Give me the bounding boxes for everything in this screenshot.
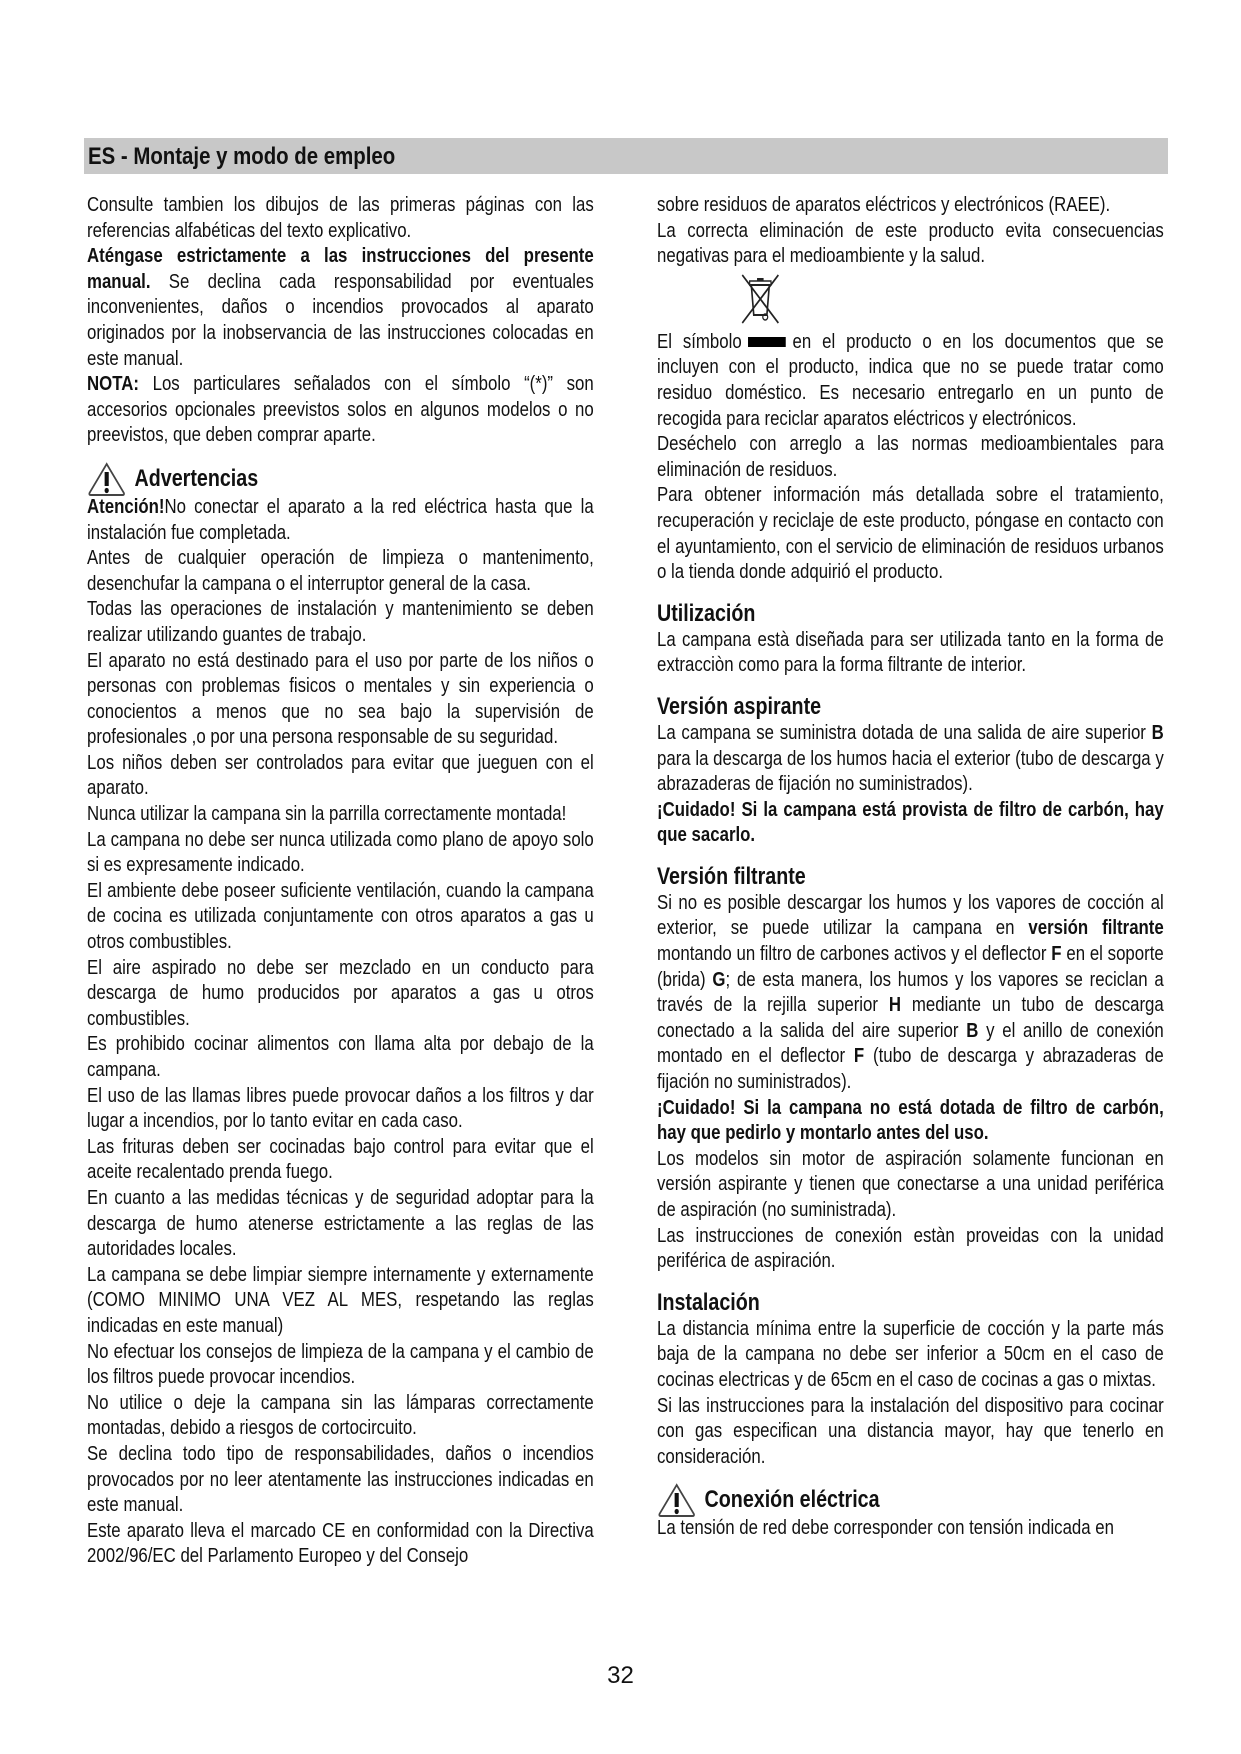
text: El uso de las llamas libres puede provocar daños a los filtros y dar lugar a incendios, por lo tanto evitar en cada caso. [87,1083,594,1133]
paragraph [87,1031,594,1082]
text-content [657,483,1164,583]
text: No conectar el aparato a la red eléctrica hasta que la instalación fue completada. [87,494,594,544]
text-content [657,1394,1164,1468]
paragraph [657,431,1164,482]
text: El símbolo [657,329,742,353]
text-content [657,798,1164,847]
paragraph [87,1262,594,1339]
text: Todas las operaciones de instalación y mantenimiento se deben realizar utilizando guantes de trabajo. [87,597,594,646]
text: El aparato no está destinado para el uso por parte de los niños o personas con problemas fisicos o mentales y sin experiencia o conocientos a menos que no sea bajo la supervisión de profesionales ,o por una persona responsable de su seguridad. [87,648,594,749]
paragraph [657,797,1164,848]
text-content [87,1340,594,1389]
text: Consulte tambien los dibujos de las primeras páginas con las referencias alfabéticas del texto explicativo. [87,193,594,242]
bold-text: G [712,967,726,991]
text-content [87,244,594,369]
text: No utilice o deje la campana sin las lámparas correctamente montadas, debido a riesgos de cortocircuito. [87,1390,594,1440]
paragraph [87,494,594,545]
weee-crossed-bin-icon [736,273,785,325]
right-column [657,192,1164,1541]
text-content [135,464,259,494]
text-content [657,432,1164,481]
paragraph [657,720,1164,797]
text-content [87,751,594,800]
paragraph [657,1146,1164,1223]
paragraph [87,1134,594,1185]
bold-text: ¡Cuidado! Si la campana está provista de filtro de carbón, hay que sacarlo. [657,797,1164,847]
section-header [84,138,1168,174]
paragraph [657,627,1164,678]
text: Es prohibido cocinar alimentos con llama alta por debajo de la campana. [87,1032,594,1081]
text-content [87,1263,594,1337]
text: Si las instrucciones para la instalación del dispositivo para cocinar con gas especifican una distancia mayor, hay que tenerlo en consideración. [657,1393,1164,1468]
text: montando un filtro de carbones activos y el deflector [657,942,1052,966]
text: La correcta eliminación de este producto evita consecuencias negativas para el medioambiente y la salud. [657,218,1164,268]
text: Advertencias [134,464,259,492]
text: para la descarga de los humos hacia el exterior (tubo de descarga y abrazaderas de fijación no suministrados). [657,746,1164,796]
text: Nunca utilizar la campana sin la parrilla correctamente montada! [87,802,567,826]
text: (tubo de descarga y abrazaderas de fijación no suministrados). [657,1044,1164,1094]
text-content [87,649,594,749]
warning-icon [657,1483,696,1517]
paragraph [657,1515,1164,1541]
text-content [87,495,594,544]
text: Las frituras deben ser cocinadas bajo control para evitar que el aceite recalentado prenda fuego. [87,1134,594,1184]
text: Los modelos sin motor de aspiración solamente funcionan en versión aspirante y tienen que conectarse a una unidad periférica de aspiración (no suministrada). [657,1146,1164,1221]
warning-icon [87,462,126,496]
bold-text: B [966,1018,979,1042]
text-content [87,1135,594,1184]
text-content [657,891,1164,1093]
paragraph [87,750,594,801]
text-content [657,1288,760,1318]
text-content [87,1084,594,1133]
text: sobre residuos de aparatos eléctricos y electrónicos (RAEE). [657,193,1111,216]
text: Instalación [657,1288,760,1316]
page-number: 32 [607,1662,634,1689]
left-column [87,192,594,1569]
section-heading [657,692,1164,722]
text-content [87,597,594,646]
text: y el anillo de conexión montado en el deflector [657,1018,1164,1068]
paragraph [87,1185,594,1262]
text-content [87,1032,594,1081]
text: Deséchelo con arreglo a las normas medioambientales para eliminación de residuos. [657,432,1164,481]
text-content [87,193,594,242]
text-content [657,721,1164,795]
bold-text: Aténgase estrictamente a las instrucciones del presente manual. [87,244,594,293]
paragraph [657,1095,1164,1146]
text: en el producto o en los documentos que se incluyen con el producto, indica que no se puede tratar como residuo doméstico. Es necesario entregarlo en un punto de recogida para reciclar aparatos eléctricos y electrónicos. [657,329,1164,430]
paragraph [87,596,594,647]
text-content [705,1485,880,1515]
bold-text: versión filtrante [1028,916,1164,940]
paragraph [87,371,594,448]
text: La tensión de red debe corresponder con tensión indicada en [657,1516,1115,1540]
text: Se declina cada responsabilidad por eventuales inconvenientes, daños o incendios provocados al aparato originados por la inobservancia de las instrucciones colocadas en este manual. [87,269,594,370]
paragraph [87,1518,594,1569]
section-heading [657,599,1164,629]
text: La distancia mínima entre la superficie de cocción y la parte más baja de la campana no debe ser inferior a 50cm en el caso de cocinas electricas y de 65cm en el caso de cocinas a gas o mixtas. [657,1316,1164,1391]
section-heading [657,1483,1164,1517]
text: No efectuar los consejos de limpieza de la campana y el cambio de los filtros puede provocar incendios. [87,1339,594,1389]
text: Versión filtrante [657,862,806,890]
paragraph [87,192,594,243]
text: Antes de cualquier operación de limpieza o mantenimento, desenchufar la campana o el interruptor general de la casa. [87,546,594,595]
text-content [87,1186,594,1260]
text-content [657,1516,1114,1539]
paragraph [87,1083,594,1134]
paragraph [657,1223,1164,1274]
text: ; de esta manera, los humos y los vapores se reciclan a través de la rejilla superior [657,967,1164,1017]
paragraph [657,218,1164,269]
text-content [87,879,594,953]
text-content [87,1519,594,1568]
bold-text: NOTA: [87,372,139,396]
text-content [657,193,1110,216]
text: El aire aspirado no debe ser mezclado en un conducto para descarga de humo producidos por aparatos a gas u otros combustibles. [87,955,594,1030]
text: Conexión eléctrica [704,1486,880,1514]
paragraph [87,648,594,750]
text-content [87,802,566,825]
paragraph [657,890,1164,1095]
section-title: ES - Montaje y modo de empleo [88,143,396,170]
paragraph [87,1441,594,1518]
text: Si no es posible descargar los humos y los vapores de cocción al exterior, se puede utilizar la campana en [657,890,1164,940]
paragraph [87,1339,594,1390]
bold-text: Atención! [87,494,165,518]
text-content [657,219,1164,268]
text: Los niños deben ser controlados para evitar que jueguen con el aparato. [87,750,594,800]
text-content [657,599,755,629]
bold-text: F [1051,942,1062,966]
text: El ambiente debe poseer suficiente ventilación, cuando la campana de cocina es utilizada conjuntamente con otros aparatos a gas u otros combustibles. [87,878,594,954]
weee-bar-symbol-icon [748,337,786,347]
text-content [657,692,821,722]
section-heading [87,462,594,496]
text-content [87,828,594,877]
paragraph [657,1316,1164,1393]
paragraph [87,243,594,371]
text-content [657,1096,1164,1145]
text: en el soporte (brida) [657,942,1164,991]
bold-text: F [853,1044,865,1068]
text: Este aparato lleva el marcado CE en conformidad con la Directiva 2002/96/EC del Parlamento Europeo y del Consejo [87,1518,594,1568]
text-content [657,862,806,892]
paragraph [87,545,594,596]
text-content [657,330,1164,430]
text: Para obtener información más detallada sobre el tratamiento, recuperación y reciclaje de este producto, póngase en contacto con el ayuntamiento, con el servicio de eliminación de residuos urbanos o la tienda donde adquirió el producto. [657,483,1164,584]
text: La campana està diseñada para ser utilizada tanto en la forma de extracciòn como para la forma filtrante de interior. [657,627,1164,677]
bold-text: H [888,993,902,1017]
text: La campana se debe limpiar siempre internamente y externamente (COMO MINIMO UNA VEZ AL MES, respetando las reglas indicadas en este manual) [87,1262,594,1337]
section-heading [657,862,1164,892]
text: Se declina todo tipo de responsabilidades, daños o incendios provocados por no leer atentamente las instrucciones indicadas en este manual. [87,1441,594,1517]
paragraph [87,955,594,1032]
text: La campana se suministra dotada de una salida de aire superior [657,720,1152,744]
bold-text: ¡Cuidado! Si la campana no está dotada de filtro de carbón, hay que pedirlo y montarlo antes del uso. [657,1095,1164,1145]
text-content [87,372,594,446]
text: Las instrucciones de conexión estàn proveidas con la unidad periférica de aspiración. [657,1223,1164,1273]
text-content [87,546,594,595]
paragraph [657,192,1164,218]
text: Utilización [657,599,756,627]
paragraph [657,1393,1164,1470]
text-content [87,1442,594,1516]
paragraph [87,1390,594,1441]
text-content [87,956,594,1030]
text: Versión aspirante [657,692,822,720]
text: mediante un tubo de descarga conectado a la salida del aire superior [657,993,1164,1042]
text-content [657,1317,1164,1391]
text-content [657,628,1164,677]
text-content [87,1391,594,1440]
section-heading [657,1288,1164,1318]
paragraph [657,329,1164,431]
text: En cuanto a las medidas técnicas y de seguridad adoptar para la descarga de humo atenerse estrictamente a las reglas de las autoridades locales. [87,1185,594,1261]
bold-text: B [1151,720,1164,744]
text: La campana no debe ser nunca utilizada como plano de apoyo solo si es expresamente indicado. [87,827,594,877]
paragraph [87,827,594,878]
paragraph [87,878,594,955]
paragraph [87,801,594,827]
text-content [657,1224,1164,1273]
paragraph [657,482,1164,584]
text: Los particulares señalados con el símbolo “(*)” son accesorios opcionales preevistos solos en algunos modelos o no preevistos, que deben comprar aparte. [87,372,594,447]
text-content [657,1147,1164,1221]
